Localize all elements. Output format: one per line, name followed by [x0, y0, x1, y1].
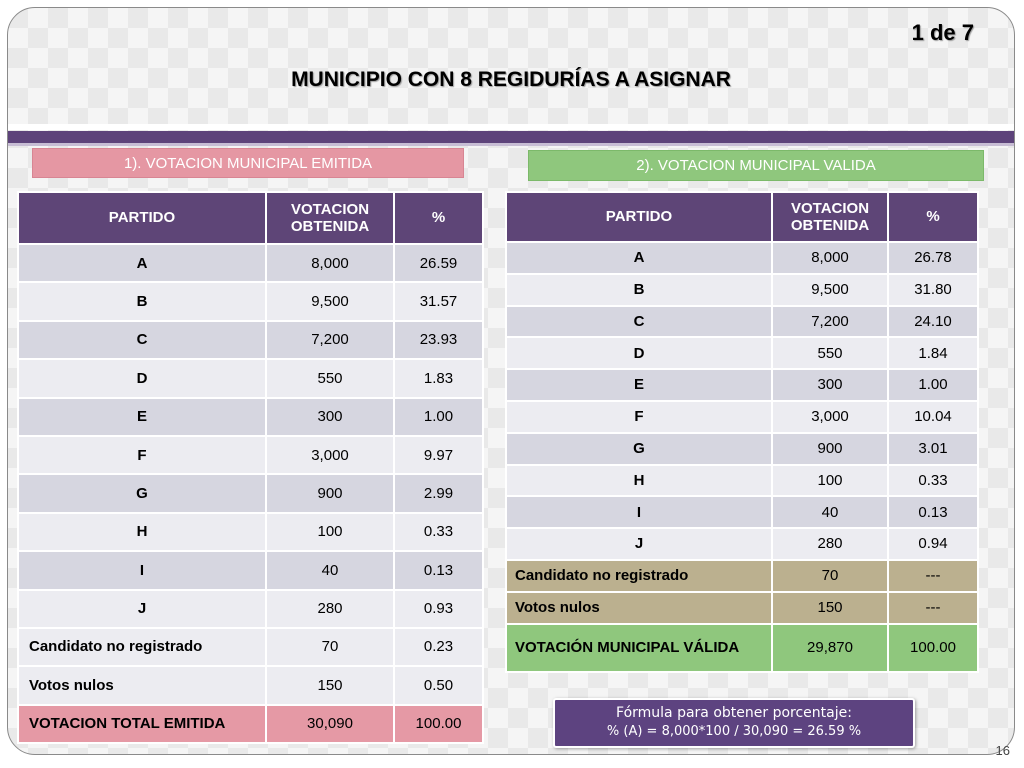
cell-partido: D: [18, 359, 266, 397]
cell-porcentaje: 2.99: [394, 474, 483, 512]
cell-porcentaje: 3.01: [888, 433, 978, 465]
slide-counter: 1 de 7: [911, 20, 974, 45]
cell-partido: Candidato no registrado: [506, 560, 772, 592]
cell-porcentaje: 1.00: [394, 398, 483, 436]
cell-partido: G: [506, 433, 772, 465]
cell-porcentaje: ---: [888, 592, 978, 624]
cell-porcentaje: 0.93: [394, 590, 483, 628]
cell-partido: H: [18, 513, 266, 551]
table-row: [506, 496, 978, 528]
cell-partido: I: [18, 551, 266, 589]
cell-porcentaje: 0.94: [888, 528, 978, 560]
table-row: [506, 433, 978, 465]
cell-votacion: 8,000: [266, 244, 394, 282]
cell-porcentaje: 9.97: [394, 436, 483, 474]
cell-votacion: 900: [266, 474, 394, 512]
cell-porcentaje: 10.04: [888, 401, 978, 433]
table-row: [506, 369, 978, 401]
cell-porcentaje: 23.93: [394, 321, 483, 359]
cell-votacion: 9,500: [266, 282, 394, 320]
cell-porcentaje: 0.33: [888, 465, 978, 497]
cell-votacion: 280: [772, 528, 888, 560]
cell-partido: B: [506, 274, 772, 306]
column-header-votacion: VOTACION OBTENIDA: [266, 192, 394, 244]
formula-text: % (A) = 8,000*100 / 30,090 = 26.59 %: [606, 724, 862, 739]
formula-title: Fórmula para obtener porcentaje:: [616, 705, 852, 721]
cell-partido: B: [18, 282, 266, 320]
table-row: [18, 474, 483, 512]
section-header-emitida: 1). VOTACION MUNICIPAL EMITIDA: [32, 148, 464, 178]
table-row: [18, 590, 483, 628]
table-row: [18, 398, 483, 436]
cell-votacion: 550: [266, 359, 394, 397]
cell-votacion: 3,000: [266, 436, 394, 474]
cell-partido: J: [18, 590, 266, 628]
page-number: 16: [995, 743, 1010, 758]
cell-partido: Candidato no registrado: [18, 628, 266, 666]
cell-votacion: 7,200: [266, 321, 394, 359]
cell-partido: Votos nulos: [18, 666, 266, 704]
table-row: [506, 401, 978, 433]
table-row: [18, 321, 483, 359]
table-header-row: [18, 192, 483, 244]
column-header-partido: PARTIDO: [18, 192, 266, 244]
table-votacion-emitida: [17, 191, 484, 744]
title-divider-shadow: [8, 143, 1014, 146]
cell-partido: D: [506, 337, 772, 369]
cell-votacion: 29,870: [772, 624, 888, 672]
table-votacion-valida: [505, 191, 979, 673]
title-divider-light: [8, 124, 1014, 130]
cell-porcentaje: 31.57: [394, 282, 483, 320]
table-row: [18, 436, 483, 474]
table-row: [506, 337, 978, 369]
cell-votacion: 150: [266, 666, 394, 704]
cell-porcentaje: 26.59: [394, 244, 483, 282]
cell-votacion: 900: [772, 433, 888, 465]
cell-partido: VOTACIÓN MUNICIPAL VÁLIDA: [506, 624, 772, 672]
cell-porcentaje: 0.13: [888, 496, 978, 528]
cell-partido: J: [506, 528, 772, 560]
cell-votacion: 40: [266, 551, 394, 589]
cell-porcentaje: 0.23: [394, 628, 483, 666]
cell-partido: G: [18, 474, 266, 512]
cell-partido: F: [18, 436, 266, 474]
cell-votacion: 300: [266, 398, 394, 436]
column-header-votacion: VOTACION OBTENIDA: [772, 192, 888, 242]
table-row: [506, 242, 978, 274]
cell-porcentaje: 0.33: [394, 513, 483, 551]
table-row-votos-nulos: [506, 592, 978, 624]
cell-porcentaje: 1.83: [394, 359, 483, 397]
cell-porcentaje: 26.78: [888, 242, 978, 274]
cell-votacion: 9,500: [772, 274, 888, 306]
cell-partido: F: [506, 401, 772, 433]
cell-porcentaje: 100.00: [888, 624, 978, 672]
table-row: [18, 282, 483, 320]
cell-partido: I: [506, 496, 772, 528]
cell-porcentaje: 0.50: [394, 666, 483, 704]
cell-votacion: 70: [266, 628, 394, 666]
cell-votacion: 30,090: [266, 705, 394, 743]
slide-title: MUNICIPIO CON 8 REGIDURÍAS A ASIGNAR: [291, 68, 731, 91]
table-row: [506, 274, 978, 306]
table-row: [506, 306, 978, 338]
slide-frame: [7, 7, 1015, 755]
section-header-valida: 2). VOTACION MUNICIPAL VALIDA: [528, 150, 984, 181]
cell-porcentaje: 24.10: [888, 306, 978, 338]
table-row: [506, 528, 978, 560]
cell-votacion: 3,000: [772, 401, 888, 433]
column-header-porcentaje: %: [888, 192, 978, 242]
column-header-partido: PARTIDO: [506, 192, 772, 242]
column-header-porcentaje: %: [394, 192, 483, 244]
cell-partido: C: [18, 321, 266, 359]
table-row-votos-nulos: [18, 666, 483, 704]
cell-porcentaje: 1.00: [888, 369, 978, 401]
table-row-total-emitida: [18, 705, 483, 743]
cell-partido: H: [506, 465, 772, 497]
cell-porcentaje: 31.80: [888, 274, 978, 306]
cell-votacion: 300: [772, 369, 888, 401]
cell-partido: E: [18, 398, 266, 436]
cell-votacion: 70: [772, 560, 888, 592]
cell-partido: A: [18, 244, 266, 282]
cell-partido: E: [506, 369, 772, 401]
table-row-candidato-no-registrado: [506, 560, 978, 592]
cell-votacion: 40: [772, 496, 888, 528]
cell-partido: VOTACION TOTAL EMITIDA: [18, 705, 266, 743]
title-divider-band: [8, 131, 1014, 143]
cell-partido: C: [506, 306, 772, 338]
cell-votacion: 280: [266, 590, 394, 628]
cell-votacion: 100: [266, 513, 394, 551]
table-row: [18, 244, 483, 282]
cell-porcentaje: ---: [888, 560, 978, 592]
cell-porcentaje: 1.84: [888, 337, 978, 369]
table-row-candidato-no-registrado: [18, 628, 483, 666]
cell-votacion: 7,200: [772, 306, 888, 338]
table-row: [506, 465, 978, 497]
formula-box: [553, 698, 915, 748]
table-row: [18, 551, 483, 589]
cell-partido: Votos nulos: [506, 592, 772, 624]
table-row-total-valida: [506, 624, 978, 672]
table-row: [18, 513, 483, 551]
cell-porcentaje: 100.00: [394, 705, 483, 743]
cell-partido: A: [506, 242, 772, 274]
cell-votacion: 150: [772, 592, 888, 624]
table-row: [18, 359, 483, 397]
cell-votacion: 550: [772, 337, 888, 369]
table-header-row: [506, 192, 978, 242]
cell-votacion: 8,000: [772, 242, 888, 274]
cell-votacion: 100: [772, 465, 888, 497]
cell-porcentaje: 0.13: [394, 551, 483, 589]
